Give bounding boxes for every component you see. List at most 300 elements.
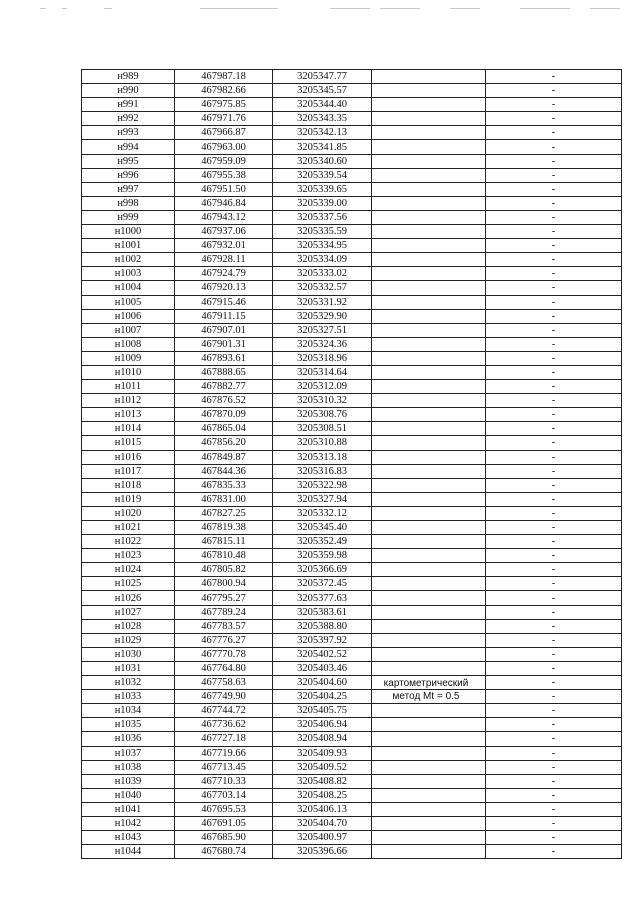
method-cell — [372, 732, 486, 746]
table-row — [82, 380, 622, 394]
y-coordinate-cell: 3205347.77 — [273, 70, 372, 84]
table-row — [82, 647, 622, 661]
method-cell — [372, 788, 486, 802]
method-cell — [372, 394, 486, 408]
dash-cell: - — [486, 647, 622, 661]
point-name-cell: н1030 — [82, 647, 175, 661]
x-coordinate-cell: 467810.48 — [175, 549, 273, 563]
y-coordinate-cell: 3205396.66 — [273, 845, 372, 859]
method-cell — [372, 506, 486, 520]
scan-artifact-top — [0, 0, 640, 16]
dash-cell: - — [486, 408, 622, 422]
method-cell — [372, 464, 486, 478]
method-cell — [372, 351, 486, 365]
point-name-cell: н1029 — [82, 633, 175, 647]
dash-cell: - — [486, 788, 622, 802]
y-coordinate-cell: 3205408.94 — [273, 732, 372, 746]
table-row — [82, 225, 622, 239]
point-name-cell: н1000 — [82, 225, 175, 239]
table-row — [82, 746, 622, 760]
method-cell — [372, 267, 486, 281]
dash-cell: - — [486, 704, 622, 718]
x-coordinate-cell: 467937.06 — [175, 225, 273, 239]
dash-cell: - — [486, 619, 622, 633]
y-coordinate-cell: 3205318.96 — [273, 351, 372, 365]
point-name-cell: н1021 — [82, 521, 175, 535]
method-label-line1: картометрический — [383, 678, 469, 689]
x-coordinate-cell: 467971.76 — [175, 112, 273, 126]
y-coordinate-cell: 3205329.90 — [273, 309, 372, 323]
table-row — [82, 816, 622, 830]
y-coordinate-cell: 3205327.51 — [273, 323, 372, 337]
y-coordinate-cell: 3205408.25 — [273, 788, 372, 802]
dash-cell: - — [486, 380, 622, 394]
dash-cell: - — [486, 365, 622, 379]
method-cell — [372, 365, 486, 379]
table-row — [82, 450, 622, 464]
x-coordinate-cell: 467783.57 — [175, 619, 273, 633]
point-name-cell: н1012 — [82, 394, 175, 408]
table-row — [82, 253, 622, 267]
point-name-cell: н1026 — [82, 591, 175, 605]
y-coordinate-cell: 3205403.46 — [273, 661, 372, 675]
table-row — [82, 196, 622, 210]
y-coordinate-cell: 3205327.94 — [273, 492, 372, 506]
method-cell — [372, 239, 486, 253]
y-coordinate-cell: 3205332.12 — [273, 506, 372, 520]
table-body — [82, 70, 622, 859]
method-label-line2: метод Mt = 0.5 — [392, 691, 460, 702]
table-row — [82, 661, 622, 675]
y-coordinate-cell: 3205324.36 — [273, 337, 372, 351]
dash-cell: - — [486, 506, 622, 520]
point-name-cell: н1001 — [82, 239, 175, 253]
table-row — [82, 831, 622, 845]
table-row — [82, 845, 622, 859]
dash-cell: - — [486, 732, 622, 746]
dash-cell: - — [486, 351, 622, 365]
y-coordinate-cell: 3205322.98 — [273, 478, 372, 492]
dash-cell: - — [486, 196, 622, 210]
method-cell — [372, 831, 486, 845]
x-coordinate-cell: 467703.14 — [175, 788, 273, 802]
y-coordinate-cell: 3205402.52 — [273, 647, 372, 661]
y-coordinate-cell: 3205343.35 — [273, 112, 372, 126]
point-name-cell: н1032 — [82, 676, 175, 690]
method-cell — [372, 281, 486, 295]
table-row — [82, 492, 622, 506]
table-row — [82, 535, 622, 549]
dash-cell: - — [486, 70, 622, 84]
dash-cell: - — [486, 605, 622, 619]
x-coordinate-cell: 467955.38 — [175, 168, 273, 182]
y-coordinate-cell: 3205409.93 — [273, 746, 372, 760]
method-cell — [372, 140, 486, 154]
point-name-cell: н1004 — [82, 281, 175, 295]
point-name-cell: н991 — [82, 98, 175, 112]
table-row — [82, 774, 622, 788]
x-coordinate-cell: 467691.05 — [175, 816, 273, 830]
table-row — [82, 549, 622, 563]
method-cell — [372, 323, 486, 337]
y-coordinate-cell: 3205339.65 — [273, 182, 372, 196]
point-name-cell: н1008 — [82, 337, 175, 351]
dash-cell: - — [486, 337, 622, 351]
point-name-cell: н1005 — [82, 295, 175, 309]
x-coordinate-cell: 467727.18 — [175, 732, 273, 746]
point-name-cell: н992 — [82, 112, 175, 126]
dash-cell: - — [486, 661, 622, 675]
method-cell — [372, 577, 486, 591]
x-coordinate-cell: 467719.66 — [175, 746, 273, 760]
x-coordinate-cell: 467749.90 — [175, 690, 273, 704]
y-coordinate-cell: 3205406.94 — [273, 718, 372, 732]
dash-cell: - — [486, 831, 622, 845]
point-name-cell: н994 — [82, 140, 175, 154]
y-coordinate-cell: 3205352.49 — [273, 535, 372, 549]
method-cell — [372, 126, 486, 140]
table-row — [82, 408, 622, 422]
method-cell — [372, 337, 486, 351]
y-coordinate-cell: 3205397.92 — [273, 633, 372, 647]
method-cell — [372, 746, 486, 760]
y-coordinate-cell: 3205335.59 — [273, 225, 372, 239]
point-name-cell: н1042 — [82, 816, 175, 830]
x-coordinate-cell: 467776.27 — [175, 633, 273, 647]
point-name-cell: н1015 — [82, 436, 175, 450]
point-name-cell: н1016 — [82, 450, 175, 464]
dash-cell: - — [486, 98, 622, 112]
method-cell — [372, 295, 486, 309]
table-row — [82, 718, 622, 732]
method-cell — [372, 563, 486, 577]
table-row — [82, 478, 622, 492]
method-cell — [372, 633, 486, 647]
method-cell — [372, 422, 486, 436]
y-coordinate-cell: 3205377.63 — [273, 591, 372, 605]
point-name-cell: н1043 — [82, 831, 175, 845]
y-coordinate-cell: 3205331.92 — [273, 295, 372, 309]
dash-cell: - — [486, 690, 622, 704]
method-label — [370, 677, 482, 703]
method-cell — [372, 225, 486, 239]
coordinates-table — [81, 69, 622, 859]
table-row — [82, 210, 622, 224]
x-coordinate-cell: 467865.04 — [175, 422, 273, 436]
table-row — [82, 605, 622, 619]
method-cell — [372, 704, 486, 718]
dash-cell: - — [486, 295, 622, 309]
point-name-cell: н1010 — [82, 365, 175, 379]
point-name-cell: н1038 — [82, 760, 175, 774]
y-coordinate-cell: 3205334.09 — [273, 253, 372, 267]
method-cell — [372, 450, 486, 464]
table-row — [82, 365, 622, 379]
y-coordinate-cell: 3205409.52 — [273, 760, 372, 774]
dash-cell: - — [486, 168, 622, 182]
y-coordinate-cell: 3205404.60 — [273, 676, 372, 690]
method-cell — [372, 210, 486, 224]
table-row — [82, 295, 622, 309]
x-coordinate-cell: 467963.00 — [175, 140, 273, 154]
point-name-cell: н1044 — [82, 845, 175, 859]
table-row — [82, 154, 622, 168]
x-coordinate-cell: 467835.33 — [175, 478, 273, 492]
method-cell — [372, 196, 486, 210]
table-row — [82, 690, 622, 704]
table-row — [82, 351, 622, 365]
dash-cell: - — [486, 478, 622, 492]
point-name-cell: н1028 — [82, 619, 175, 633]
method-cell — [372, 253, 486, 267]
y-coordinate-cell: 3205341.85 — [273, 140, 372, 154]
dash-cell: - — [486, 633, 622, 647]
point-name-cell: н1023 — [82, 549, 175, 563]
method-cell — [372, 182, 486, 196]
point-name-cell: н1003 — [82, 267, 175, 281]
y-coordinate-cell: 3205400.97 — [273, 831, 372, 845]
y-coordinate-cell: 3205308.51 — [273, 422, 372, 436]
point-name-cell: н1011 — [82, 380, 175, 394]
table-row — [82, 337, 622, 351]
point-name-cell: н989 — [82, 70, 175, 84]
table-row — [82, 70, 622, 84]
x-coordinate-cell: 467710.33 — [175, 774, 273, 788]
point-name-cell: н1009 — [82, 351, 175, 365]
x-coordinate-cell: 467856.20 — [175, 436, 273, 450]
x-coordinate-cell: 467695.53 — [175, 802, 273, 816]
method-cell — [372, 605, 486, 619]
table-row — [82, 84, 622, 98]
point-name-cell: н997 — [82, 182, 175, 196]
dash-cell: - — [486, 535, 622, 549]
y-coordinate-cell: 3205334.95 — [273, 239, 372, 253]
method-cell — [372, 168, 486, 182]
point-name-cell: н1039 — [82, 774, 175, 788]
x-coordinate-cell: 467907.01 — [175, 323, 273, 337]
x-coordinate-cell: 467901.31 — [175, 337, 273, 351]
x-coordinate-cell: 467815.11 — [175, 535, 273, 549]
x-coordinate-cell: 467982.66 — [175, 84, 273, 98]
table-row — [82, 577, 622, 591]
method-cell — [372, 619, 486, 633]
point-name-cell: н996 — [82, 168, 175, 182]
dash-cell: - — [486, 464, 622, 478]
dash-cell: - — [486, 436, 622, 450]
x-coordinate-cell: 467932.01 — [175, 239, 273, 253]
dash-cell: - — [486, 521, 622, 535]
x-coordinate-cell: 467951.50 — [175, 182, 273, 196]
y-coordinate-cell: 3205404.25 — [273, 690, 372, 704]
table-row — [82, 98, 622, 112]
y-coordinate-cell: 3205366.69 — [273, 563, 372, 577]
y-coordinate-cell: 3205345.57 — [273, 84, 372, 98]
dash-cell: - — [486, 591, 622, 605]
point-name-cell: н1013 — [82, 408, 175, 422]
point-name-cell: н1033 — [82, 690, 175, 704]
dash-cell: - — [486, 718, 622, 732]
dash-cell: - — [486, 774, 622, 788]
x-coordinate-cell: 467800.94 — [175, 577, 273, 591]
y-coordinate-cell: 3205383.61 — [273, 605, 372, 619]
dash-cell: - — [486, 253, 622, 267]
point-name-cell: н1017 — [82, 464, 175, 478]
dash-cell: - — [486, 182, 622, 196]
dash-cell: - — [486, 267, 622, 281]
y-coordinate-cell: 3205339.54 — [273, 168, 372, 182]
y-coordinate-cell: 3205344.40 — [273, 98, 372, 112]
table-row — [82, 633, 622, 647]
table-row — [82, 802, 622, 816]
point-name-cell: н1034 — [82, 704, 175, 718]
x-coordinate-cell: 467966.87 — [175, 126, 273, 140]
point-name-cell: н1018 — [82, 478, 175, 492]
y-coordinate-cell: 3205406.13 — [273, 802, 372, 816]
dash-cell: - — [486, 394, 622, 408]
dash-cell: - — [486, 210, 622, 224]
method-cell — [372, 535, 486, 549]
dash-cell: - — [486, 577, 622, 591]
x-coordinate-cell: 467915.46 — [175, 295, 273, 309]
dash-cell: - — [486, 154, 622, 168]
dash-cell: - — [486, 450, 622, 464]
point-name-cell: н1006 — [82, 309, 175, 323]
y-coordinate-cell: 3205310.32 — [273, 394, 372, 408]
table-row — [82, 436, 622, 450]
point-name-cell: н1035 — [82, 718, 175, 732]
method-cell — [372, 591, 486, 605]
x-coordinate-cell: 467770.78 — [175, 647, 273, 661]
point-name-cell: н1027 — [82, 605, 175, 619]
dash-cell: - — [486, 225, 622, 239]
x-coordinate-cell: 467844.36 — [175, 464, 273, 478]
y-coordinate-cell: 3205388.80 — [273, 619, 372, 633]
method-cell — [372, 70, 486, 84]
table-row — [82, 323, 622, 337]
dash-cell: - — [486, 802, 622, 816]
x-coordinate-cell: 467685.90 — [175, 831, 273, 845]
x-coordinate-cell: 467882.77 — [175, 380, 273, 394]
y-coordinate-cell: 3205314.64 — [273, 365, 372, 379]
table-row — [82, 760, 622, 774]
table-row — [82, 422, 622, 436]
method-cell — [372, 760, 486, 774]
method-cell — [372, 112, 486, 126]
method-cell — [372, 154, 486, 168]
dash-cell: - — [486, 492, 622, 506]
x-coordinate-cell: 467924.79 — [175, 267, 273, 281]
dash-cell: - — [486, 422, 622, 436]
table-row — [82, 140, 622, 154]
dash-cell: - — [486, 281, 622, 295]
x-coordinate-cell: 467795.27 — [175, 591, 273, 605]
method-cell — [372, 84, 486, 98]
point-name-cell: н1022 — [82, 535, 175, 549]
point-name-cell: н1037 — [82, 746, 175, 760]
dash-cell: - — [486, 549, 622, 563]
x-coordinate-cell: 467744.72 — [175, 704, 273, 718]
method-cell — [372, 647, 486, 661]
x-coordinate-cell: 467713.45 — [175, 760, 273, 774]
dash-cell: - — [486, 309, 622, 323]
x-coordinate-cell: 467758.63 — [175, 676, 273, 690]
table-row — [82, 239, 622, 253]
x-coordinate-cell: 467975.85 — [175, 98, 273, 112]
method-cell — [372, 774, 486, 788]
y-coordinate-cell: 3205405.75 — [273, 704, 372, 718]
y-coordinate-cell: 3205308.76 — [273, 408, 372, 422]
y-coordinate-cell: 3205340.60 — [273, 154, 372, 168]
method-cell — [372, 549, 486, 563]
dash-cell: - — [486, 112, 622, 126]
point-name-cell: н1019 — [82, 492, 175, 506]
point-name-cell: н1025 — [82, 577, 175, 591]
table-row — [82, 281, 622, 295]
x-coordinate-cell: 467928.11 — [175, 253, 273, 267]
dash-cell: - — [486, 845, 622, 859]
dash-cell: - — [486, 239, 622, 253]
y-coordinate-cell: 3205316.83 — [273, 464, 372, 478]
y-coordinate-cell: 3205310.88 — [273, 436, 372, 450]
x-coordinate-cell: 467893.61 — [175, 351, 273, 365]
x-coordinate-cell: 467946.84 — [175, 196, 273, 210]
dash-cell: - — [486, 323, 622, 337]
y-coordinate-cell: 3205312.09 — [273, 380, 372, 394]
dash-cell: - — [486, 126, 622, 140]
dash-cell: - — [486, 746, 622, 760]
point-name-cell: н990 — [82, 84, 175, 98]
y-coordinate-cell: 3205345.40 — [273, 521, 372, 535]
x-coordinate-cell: 467736.62 — [175, 718, 273, 732]
table-row — [82, 464, 622, 478]
method-cell — [372, 436, 486, 450]
point-name-cell: н1024 — [82, 563, 175, 577]
method-cell — [372, 816, 486, 830]
x-coordinate-cell: 467987.18 — [175, 70, 273, 84]
method-cell — [372, 309, 486, 323]
table-row — [82, 394, 622, 408]
x-coordinate-cell: 467920.13 — [175, 281, 273, 295]
point-name-cell: н1036 — [82, 732, 175, 746]
x-coordinate-cell: 467959.09 — [175, 154, 273, 168]
x-coordinate-cell: 467849.87 — [175, 450, 273, 464]
point-name-cell: н995 — [82, 154, 175, 168]
table-row — [82, 619, 622, 633]
dash-cell: - — [486, 140, 622, 154]
point-name-cell: н1020 — [82, 506, 175, 520]
y-coordinate-cell: 3205342.13 — [273, 126, 372, 140]
x-coordinate-cell: 467819.38 — [175, 521, 273, 535]
table-row — [82, 732, 622, 746]
dash-cell: - — [486, 760, 622, 774]
point-name-cell: н993 — [82, 126, 175, 140]
table-row — [82, 126, 622, 140]
method-cell — [372, 478, 486, 492]
table-row — [82, 521, 622, 535]
x-coordinate-cell: 467764.80 — [175, 661, 273, 675]
point-name-cell: н1031 — [82, 661, 175, 675]
table-row — [82, 182, 622, 196]
x-coordinate-cell: 467870.09 — [175, 408, 273, 422]
point-name-cell: н1014 — [82, 422, 175, 436]
method-cell — [372, 492, 486, 506]
dash-cell: - — [486, 563, 622, 577]
method-cell — [372, 661, 486, 675]
x-coordinate-cell: 467888.65 — [175, 365, 273, 379]
method-cell — [372, 718, 486, 732]
table-row — [82, 563, 622, 577]
method-cell — [372, 845, 486, 859]
